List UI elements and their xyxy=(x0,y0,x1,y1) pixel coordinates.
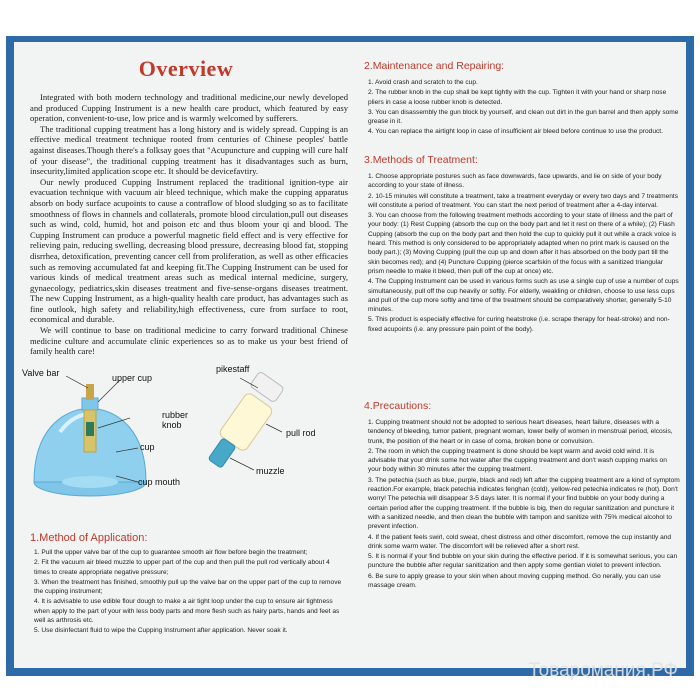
cup-mouth-label: cup mouth xyxy=(138,477,181,487)
precautions-list xyxy=(368,418,680,591)
list-item: 2. The rubber knob in the cup shall be kept tightly with the cup. Tighten it with your hand or sharp nose pliers in case a loose rubber knob is detected. xyxy=(368,89,667,106)
muzzle-label: muzzle xyxy=(256,466,285,476)
list-item: 1. Pull the upper valve bar of the cup to guarantee smooth air flow before begin the treatment; xyxy=(34,549,308,556)
overview-paragraph: The traditional cupping treatment has a long history and is widely spread. Cupping is an effective medical treatment technique rooted from centuries of Chinese peoples' battle against diseases.Though there's a folksay goes that "Acupuncture and cupping will cure half of your disease", the traditional cupping treatment has it disadvantages such as burn, insecurity,limited application scope etc. It should be devicefavtiry. xyxy=(30,123,348,177)
list-item: 3. The petechia (such as blue, purple, black and red) left after the cupping treatment are a kind of symptom reaction.For example, black petechia indicates fenghan (cold), yellow-red petechia indicates re (hot). Don't worry! The petechia will disappear 3-5 days later. It is normal if your find bubble on your body during a certain period after the cupping treatment. If the bubble is big, then do regular sanitization and puncture it with a sanitized needle, and then clean the bubble with tampon and sanitize with 75% medical alcohol to prevent infection. xyxy=(368,476,680,531)
list-item: 5. It is normal if your find bubble on your skin during the effective period. If it is somewhat serious, you can puncture the bubble after regular sanitization and then apply some gentian violet to prevent infection. xyxy=(368,553,678,570)
cup-illustration xyxy=(34,384,146,496)
maintenance-title: 2.Maintenance and Repairing: xyxy=(364,60,505,72)
overview-title: Overview xyxy=(138,56,234,81)
list-item: 6. Be sure to apply grease to your skin when about moving cupping method. Go nerally, you can use massage cream. xyxy=(368,572,661,590)
list-item: 1. Avoid crash and scratch to the cup. xyxy=(368,79,478,86)
list-item: 3. You can disassembly the gun block by yourself, and clean out dirt in the gun barrel and then apply some grease in it. xyxy=(368,108,679,126)
left-column xyxy=(20,42,352,668)
list-item: 1. Choose appropriate postures such as face downwards, face upwards, and lie on side of your body according to your state of illness. xyxy=(368,173,662,190)
method-application-title: 1.Method of Application: xyxy=(30,532,148,544)
right-column xyxy=(364,42,682,668)
maintenance-list xyxy=(368,78,680,138)
list-item: 5. This product is especially effective for curing heatstroke (i.e. scrape therapy for heat-stroke) and non-fixed acupoints (i.e. any pressure pain point of the body). xyxy=(368,316,670,333)
overview-text xyxy=(30,92,348,357)
list-item: 4. It is advisable to use edible flour dough to make a air tight loop under the cup to ensure air tightness when apply to the part of your with less body parts and more flesh such as hairy parts, hands and feet as well as arthrosis etc. xyxy=(34,598,340,625)
cupping-diagram xyxy=(20,362,352,522)
list-item: 2. The room in which the cupping treatment is done should be kept warm and avoid cold wind. It is advisable that your drink some hot water after the cupping treatment and don't wash cupping marks on your body within 30 minutes after the cupping treatment. xyxy=(368,447,667,474)
list-item: 4. If the patient feels swirl, cold sweat, chest distress and other discomfort, remove the cup instantly and drink some warm water. The discomfort will be relieved after a short rest. xyxy=(368,533,672,550)
overview-paragraph: We will continue to base on traditional medicine to carry forward traditional Chinese medicine culture and accumulate clinic experiences so as to make us your best friend of family health care! xyxy=(30,325,348,357)
watermark: Товарoмания.РФ xyxy=(528,660,678,681)
pikestaff-label: pikestaff xyxy=(216,364,250,374)
list-item: 2. Fit the vacuum air bleed muzzle to upper part of the cup and then pull the pull rod vertically about 4 times to create appropriate negative pressure; xyxy=(34,559,330,576)
cup-label: cup xyxy=(140,442,155,452)
list-item: 4. The Cupping Instrument can be used in various forms such as use a single cup of use a number of cups simultaneously, pull off the cup heavily or softly. For elderly, weakling or children, choose to use less cups and pull of the cup more softly and time of the treatment should be comparatively shorter, generally 5-10 minutes. xyxy=(368,278,679,314)
methods-treatment-list xyxy=(368,172,680,335)
valve-bar-label: Valve bar xyxy=(22,368,60,378)
overview-paragraph: Our newly produced Cupping Instrument replaced the traditional ignition-type air evacuation technique with vacuum air bleed technique, which make the cupping apparatus absorb on body surface acupoints to cause a contraflow of blood sludging so as to facilitate smoothness of flows in channels and collaterals, promote blood circulation,pull out diseases such as wind, cold, humid, hot and poison etc and thus bloom your qi and blood. The Cupping Instrument can produce a powerful magnetic field effect and is very effective for relieving pain, reducing swelling, decreasing blood pressure, decreasing blood fat, stopping disrrhea, detoxification, preventing cancer cell from proliferation, as well as other efficacies such as removing accumulated fat and keeping fit.The Cupping Instrument can be used for various kinds of medical treatment areas such as medical internal medicine, surgery, gynaecology, pediatrics,skin diseases treatment and five-sense-organs diseases treatment. The new Cupping Instrument, as a high-quality health care product, has advantages such as fine outlook, high safety and reliability,high effectiveness, cure from surface to root, economical and durable. xyxy=(30,176,348,325)
list-item: 3. When the treatment has finished, smoothly pull up the valve bar on the upper part of the cup to remove the cupping instrument; xyxy=(34,578,342,596)
list-item: 3. You can choose from the following treatment methods according to your state of illness and the part of your body: (1) Rest Cupping (absorb the cup on the body part and let it rest on there of a while); (2) Flash Cupping (absorb the cup on the body part and then hold the cup to quickly pull it out while a crack voice is heard. This method is only considered to be appropriately adapted when no print mark is caused on the body part.); (3) Moving Cupping (pull the cup up and down after it has absorbed on the body part till the skin becomes red); and (4) Puncture Cupping (pierce scarfskin of the focus with a sanitized triangular prism needle to make it bleed, then pull off the cup at once) etc. xyxy=(368,212,677,275)
upper-cup-label: upper cup xyxy=(112,373,153,383)
methods-treatment-title: 3.Methods of Treatment: xyxy=(364,154,478,166)
overview-paragraph: Integrated with both modern technology and traditional medicine,our newly developed and produced Cupping Instrument is a new health care product, which featured by easy operation, convenient-to-use, low price and is warmly welcomed by sufferers. xyxy=(30,92,348,124)
list-item: 2. 10-15 minutes will constitute a treatment, take a treatment everyday or every two days and 7 treatments will constitute a period of treatment. You can start the next period of treatment after a 4-day interval. xyxy=(368,192,679,209)
pull-rod-label: pull rod xyxy=(286,428,316,438)
rubber-knob-label: rubber knob xyxy=(162,410,189,430)
pump-gun-illustration xyxy=(208,371,284,468)
list-item: 4. You can replace the airtight loop in case of insufficient air bleed before continue to use the product. xyxy=(368,128,663,136)
list-item: 1. Cupping treatment should not be adopted to serious heart diseases, heart failure, diseases with a tendency of bleeding, tumor patient, pregnant woman, lower belly of women in menstrual period, elcosis, trunk, the position of the heart or in case of coma, broken bone or convulsion. xyxy=(368,419,673,445)
list-item: 5. Use disinfectant fluid to wipe the Cupping Instrument after application. Never soak it. xyxy=(34,627,288,635)
method-application-list xyxy=(34,548,346,637)
precautions-title: 4.Precautions: xyxy=(364,400,432,412)
instruction-sheet xyxy=(14,42,686,668)
